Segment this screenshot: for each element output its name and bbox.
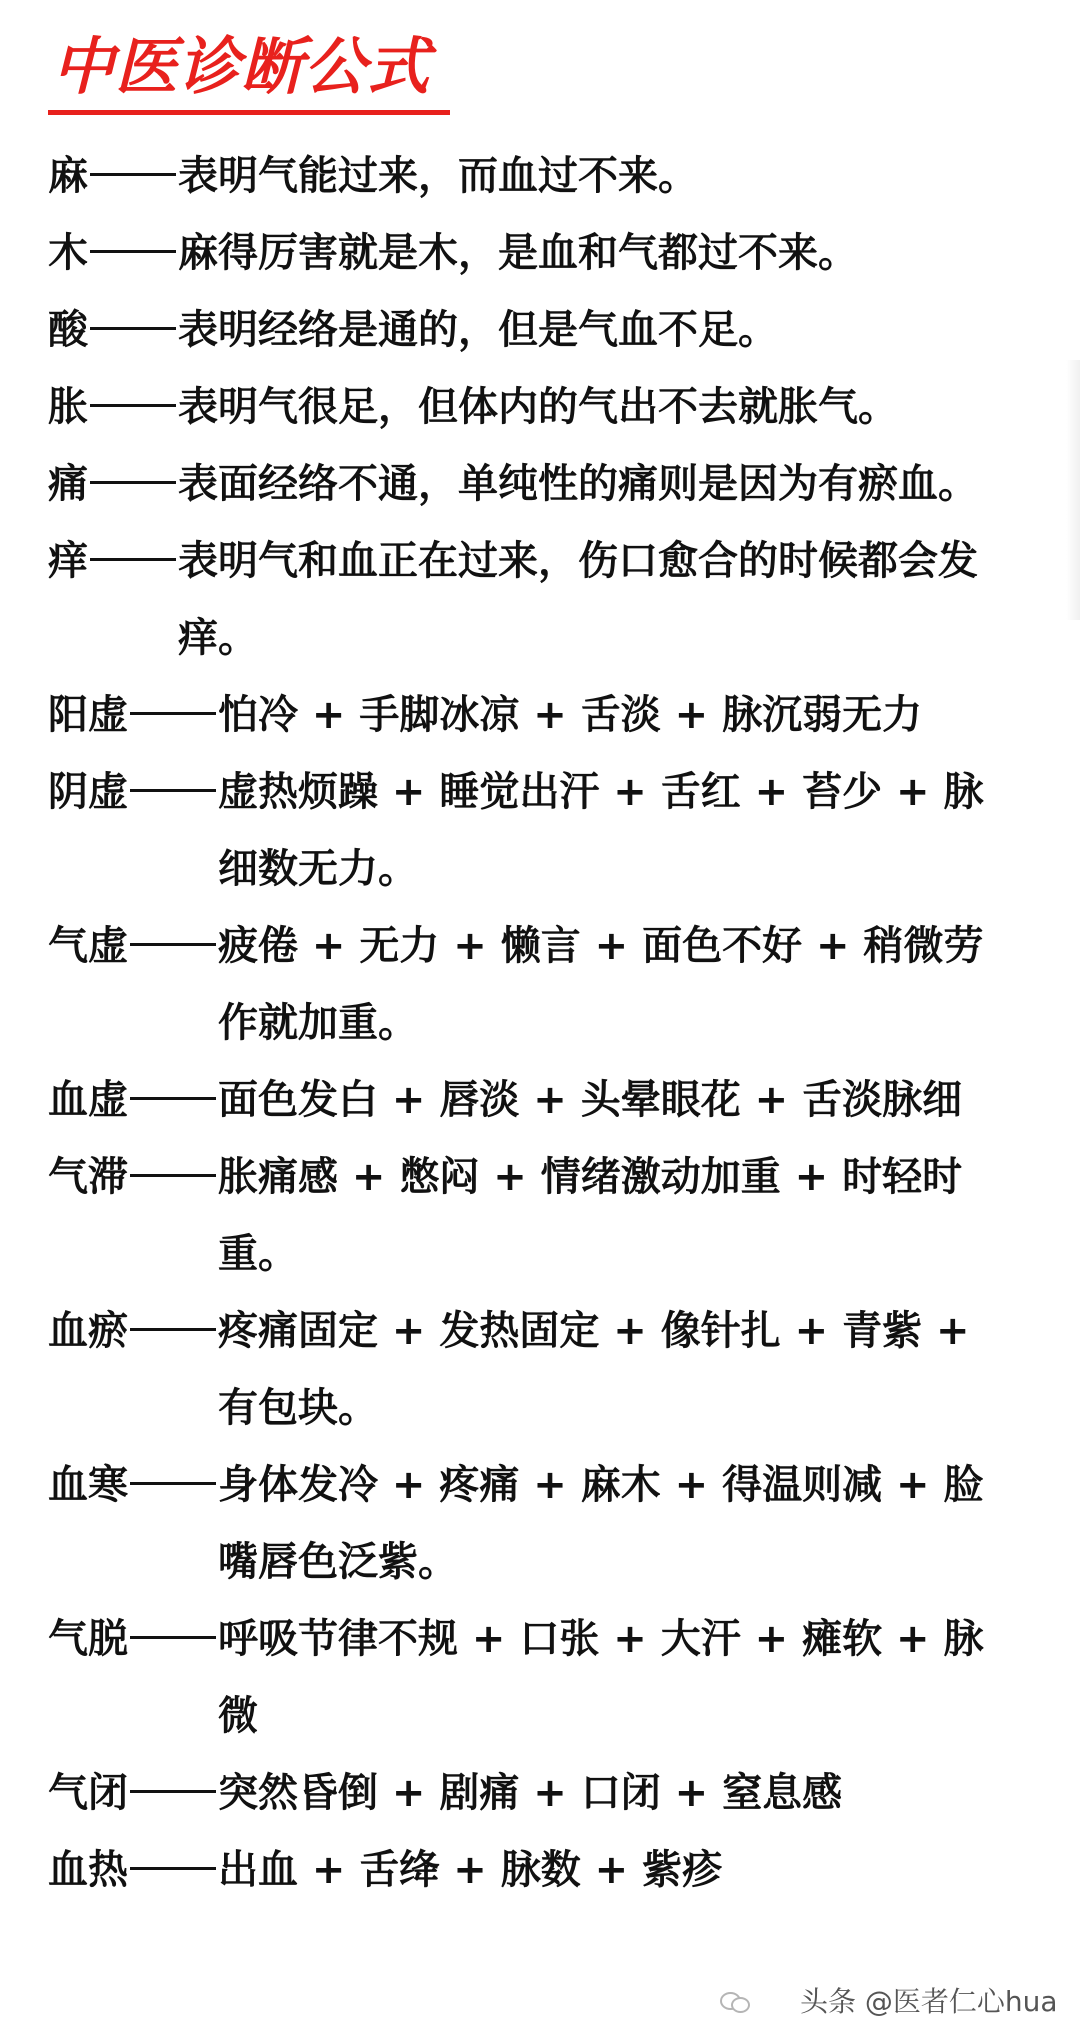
entry-description: 表面经络不通，单纯性的痛则是因为有瘀血。 [178,461,978,507]
entry-head [48,1447,218,1524]
entry-description: 疲倦 + 无力 + 懒言 + 面色不好 + 稍微劳作就加重。 [218,923,984,1046]
em-dash-divider [130,943,216,946]
entry-description: 疼痛固定 + 发热固定 + 像针扎 + 青紫 + 有包块。 [218,1308,970,1431]
entry-description: 表明气很足，但体内的气出不去就胀气。 [178,384,898,430]
entry-term: 血寒 [48,1462,128,1508]
entry-row [48,523,1028,677]
em-dash-divider [130,1097,216,1100]
entry-description: 胀痛感 + 憋闷 + 情绪激动加重 + 时轻时重。 [218,1154,963,1277]
entry-description: 身体发冷 + 疼痛 + 麻木 + 得温则减 + 脸嘴唇色泛紫。 [218,1462,984,1585]
entry-description: 呼吸节律不规 + 口张 + 大汗 + 瘫软 + 脉微 [218,1616,984,1739]
entry-row [48,1447,1028,1601]
entry-row [48,1139,1028,1293]
entry-row [48,215,1028,292]
em-dash-divider [130,1174,216,1177]
entry-row [48,1062,1028,1139]
em-dash-divider [90,404,176,407]
page-title: 中医诊断公式 [52,30,431,103]
entry-row [48,754,1028,908]
entry-description: 麻得厉害就是木，是血和气都过不来。 [178,230,858,276]
watermark [720,1990,750,2012]
entry-description: 突然昏倒 + 剧痛 + 口闭 + 窒息感 [218,1770,843,1816]
entry-description: 表明气和血正在过来，伤口愈合的时候都会发痒。 [178,538,978,661]
em-dash-divider [90,558,176,561]
em-dash-divider [130,1790,216,1793]
em-dash-divider [90,173,176,176]
edge-shadow [1066,360,1080,620]
em-dash-divider [90,327,176,330]
wechat-icon [720,1990,750,2012]
entry-term: 痛 [48,461,88,507]
title-underline [48,110,450,115]
entry-head [48,908,218,985]
em-dash-divider [130,1867,216,1870]
entry-head [48,292,178,369]
entry-head [48,1601,218,1678]
entry-term: 血瘀 [48,1308,128,1354]
entry-row [48,908,1028,1062]
entry-row [48,1293,1028,1447]
entry-head [48,1832,218,1909]
entry-description: 虚热烦躁 + 睡觉出汗 + 舌红 + 苔少 + 脉细数无力。 [218,769,984,892]
entry-term: 阴虚 [48,769,128,815]
entry-term: 痒 [48,538,88,584]
entry-head [48,523,178,600]
entry-head [48,1755,218,1832]
entry-row [48,1832,1028,1909]
entry-head [48,677,218,754]
entry-term: 气虚 [48,923,128,969]
em-dash-divider [130,1482,216,1485]
entry-head [48,369,178,446]
entry-row [48,1601,1028,1755]
entry-term: 麻 [48,153,88,199]
entry-term: 血热 [48,1847,128,1893]
entry-description: 怕冷 + 手脚冰凉 + 舌淡 + 脉沉弱无力 [218,692,923,738]
entry-row [48,138,1028,215]
em-dash-divider [130,1636,216,1639]
em-dash-divider [130,789,216,792]
entry-term: 气滞 [48,1154,128,1200]
em-dash-divider [90,250,176,253]
entry-term: 阳虚 [48,692,128,738]
em-dash-divider [90,481,176,484]
entry-term: 血虚 [48,1077,128,1123]
watermark-author: 头条 @医者仁心hua [800,1985,1058,2018]
em-dash-divider [130,712,216,715]
entry-head [48,138,178,215]
entry-head [48,754,218,831]
entry-row [48,446,1028,523]
entry-head [48,446,178,523]
entry-term: 木 [48,230,88,276]
entry-list [48,138,1028,1909]
entry-term: 气闭 [48,1770,128,1816]
em-dash-divider [130,1328,216,1331]
entry-row [48,369,1028,446]
entry-head [48,215,178,292]
entry-row [48,677,1028,754]
entry-row [48,292,1028,369]
entry-description: 表明气能过来，而血过不来。 [178,153,698,199]
entry-head [48,1293,218,1370]
entry-term: 胀 [48,384,88,430]
entry-head [48,1139,218,1216]
entry-description: 表明经络是通的，但是气血不足。 [178,307,778,353]
entry-description: 面色发白 + 唇淡 + 头晕眼花 + 舌淡脉细 [218,1077,963,1123]
entry-description: 出血 + 舌绛 + 脉数 + 紫疹 [218,1847,723,1893]
entry-term: 气脱 [48,1616,128,1662]
entry-term: 酸 [48,307,88,353]
entry-row [48,1755,1028,1832]
entry-head [48,1062,218,1139]
